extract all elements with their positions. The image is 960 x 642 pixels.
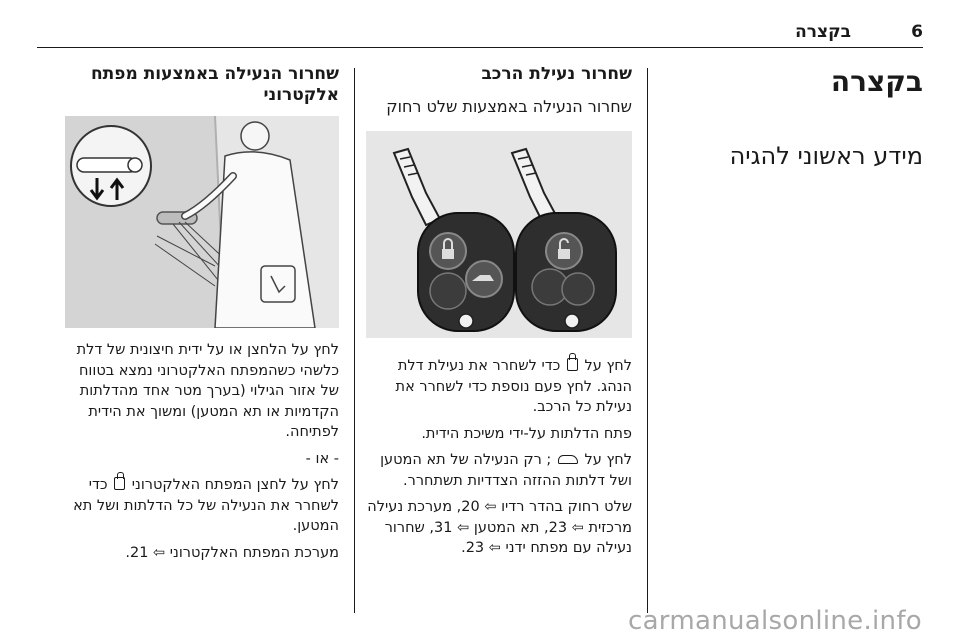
- instruction-or-separator: - או -: [305, 450, 339, 467]
- instruction-open-doors: פתח הדלתות על-ידי משיכת הידית.: [421, 425, 632, 442]
- remote-subsection-title: שחרור הנעילה באמצעות שלט רחוק: [386, 97, 632, 116]
- instruction-references: שלט רחוק בהדר רדיו ⇦ 20, מערכת נעילה מרכזית ⇦ 23, תא המטען ⇦ 31, שחרור נעילה עם מפתח ידני ⇦ 23.: [367, 499, 632, 556]
- column-divider-right: [647, 68, 648, 613]
- handle-detail-inset: [71, 126, 151, 206]
- left-column: [65, 64, 339, 106]
- lock-icon: [114, 477, 125, 490]
- electronic-key-illustration: [65, 116, 339, 328]
- lock-icon: [567, 358, 578, 371]
- chapter-subtitle: מידע ראשוני להגיה: [729, 142, 923, 170]
- instruction-handle-touch: לחץ על הלחצן או על ידית חיצונית של דלת כלשהי כשהמפתח האלקטרוני נמצא בטווח של אזור הגילוי (בערך מטר אחד מהדלתות הקדמיות או תא המטען) ומשוך את הידית לפתיחה.: [76, 342, 339, 440]
- instruction-key-button: לחץ על לחצן המפתח האלקטרוני כדי לשחרר את הנעילה של כל הדלתות ושל תא המטען.: [73, 477, 339, 534]
- right-column: [663, 64, 923, 172]
- instruction-system-reference: מערכת המפתח האלקטרוני ⇦ 21.: [125, 544, 339, 561]
- header-rule: [37, 47, 923, 48]
- electronic-key-instructions: [61, 340, 339, 569]
- unlock-section-title: שחרור נעילת הרכב: [481, 64, 632, 84]
- instruction-cargo-doors: לחץ על ; רק הנעילה של תא המטען ושל דלתות ההזזה הצדדיות תשתחרר.: [380, 452, 632, 489]
- watermark: carmanualsonline.info: [627, 606, 922, 636]
- chapter-title: בקצרה: [830, 65, 923, 98]
- middle-column: [366, 64, 632, 117]
- instruction-driver-door: לחץ על כדי לשחרר את נעילת דלת הנהג. לחץ פעם נוספת כדי לשחרר את נעילת כל הרכב.: [395, 358, 632, 415]
- page-number: 6: [911, 22, 923, 42]
- header-section-title: בקצרה: [795, 22, 851, 42]
- door-handle-svg: [65, 116, 339, 328]
- electronic-key-section-title: שחרור הנעילה באמצעות מפתח אלקטרוני: [91, 64, 339, 105]
- column-divider-left: [354, 68, 355, 613]
- remote-keys-illustration: [366, 131, 632, 338]
- remote-keys-svg: [366, 131, 632, 338]
- remote-unlock-instructions: [362, 356, 632, 565]
- car-icon: [558, 455, 578, 464]
